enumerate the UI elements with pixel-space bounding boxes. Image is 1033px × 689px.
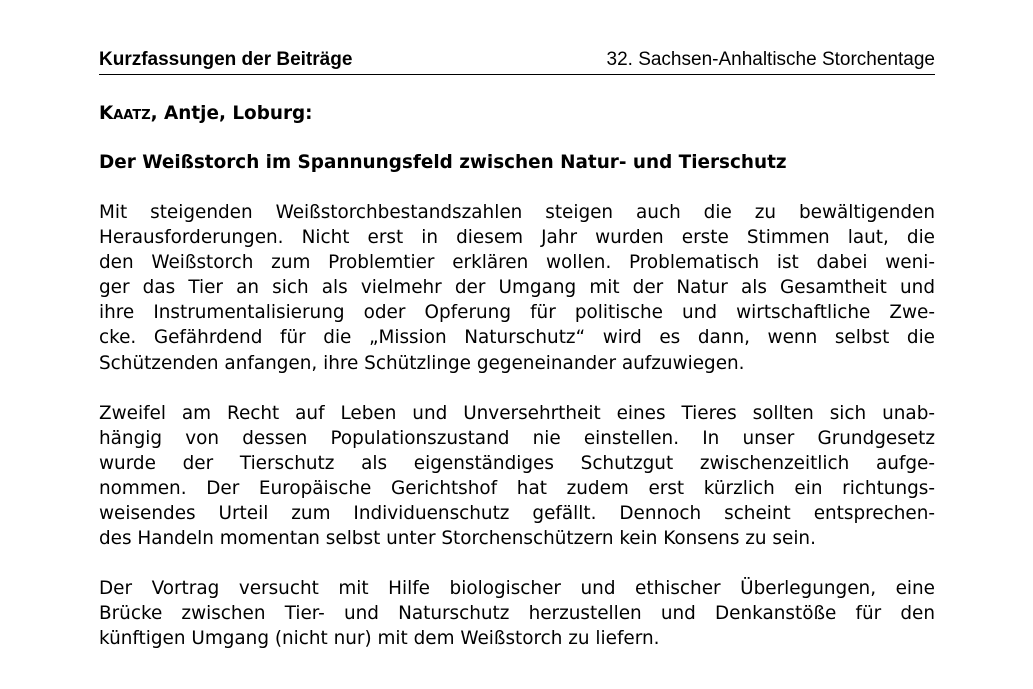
body-paragraph	[99, 576, 935, 651]
abstract-title: Der Weißstorch im Spannungsfeld zwischen Natur- und Tierschutz	[99, 152, 787, 173]
header-event-title: 32. Sachsen-Anhaltische Storchentage	[606, 49, 935, 70]
running-header	[99, 48, 935, 75]
abstract	[99, 101, 935, 652]
paragraph-line: Brücke zwischen Tier- und Naturschutz herzustellen und Denkanstöße für den	[99, 603, 935, 625]
header-section-title: Kurzfassungen der Beiträge	[99, 49, 353, 70]
author-surname: Kaatz	[99, 103, 151, 124]
paragraph-line: ihre Instrumentalisierung oder Opferung für politische und wirtschaftliche Zwe-	[99, 302, 935, 324]
paragraph-line: ger das Tier an sich als vielmehr der Umgang mit der Natur als Gesamtheit und	[99, 277, 935, 299]
paragraph-line: cke. Gefährdend für die „Mission Naturschutz“ wird es dann, wenn selbst die	[99, 327, 935, 349]
paragraph-line: des Handeln momentan selbst unter Storchenschützern kein Konsens zu sein.	[99, 528, 816, 550]
paragraph-line: Zweifel am Recht auf Leben und Unversehrtheit eines Tieres sollten sich unab-	[99, 402, 935, 424]
document-page	[99, 48, 935, 652]
body-paragraph	[99, 200, 935, 376]
paragraph-line: künftigen Umgang (nicht nur) mit dem Weißstorch zu liefern.	[99, 628, 660, 650]
paragraph-line: Der Vortrag versucht mit Hilfe biologischer und ethischer Überlegungen, eine	[99, 578, 935, 600]
body-paragraph	[99, 401, 935, 552]
paragraph-line: Mit steigenden Weißstorchbestandszahlen steigen auch die zu bewältigenden	[99, 202, 935, 223]
author-line	[99, 101, 935, 126]
paragraph-line: weisendes Urteil zum Individuenschutz gefällt. Dennoch scheint entsprechen-	[99, 503, 935, 525]
paragraph-line: nommen. Der Europäische Gerichtshof hat zudem erst kürzlich ein richtungs-	[99, 477, 935, 499]
paragraph-line: Herausforderungen. Nicht erst in diesem Jahr wurden erste Stimmen laut, die	[99, 227, 935, 249]
paragraph-line: hängig von dessen Populationszustand nie einstellen. In unser Grundgesetz	[99, 427, 935, 449]
abstract-body	[99, 200, 935, 652]
author-details: , Antje, Loburg:	[150, 103, 313, 124]
paragraph-line: den Weißstorch zum Problemtier erklären wollen. Problematisch ist dabei weni-	[99, 252, 935, 274]
paragraph-line: Schützenden anfangen, ihre Schützlinge gegeneinander aufzuwiegen.	[99, 352, 745, 374]
paragraph-line: wurde der Tierschutz als eigenständiges Schutzgut zwischenzeitlich aufge-	[99, 452, 935, 474]
